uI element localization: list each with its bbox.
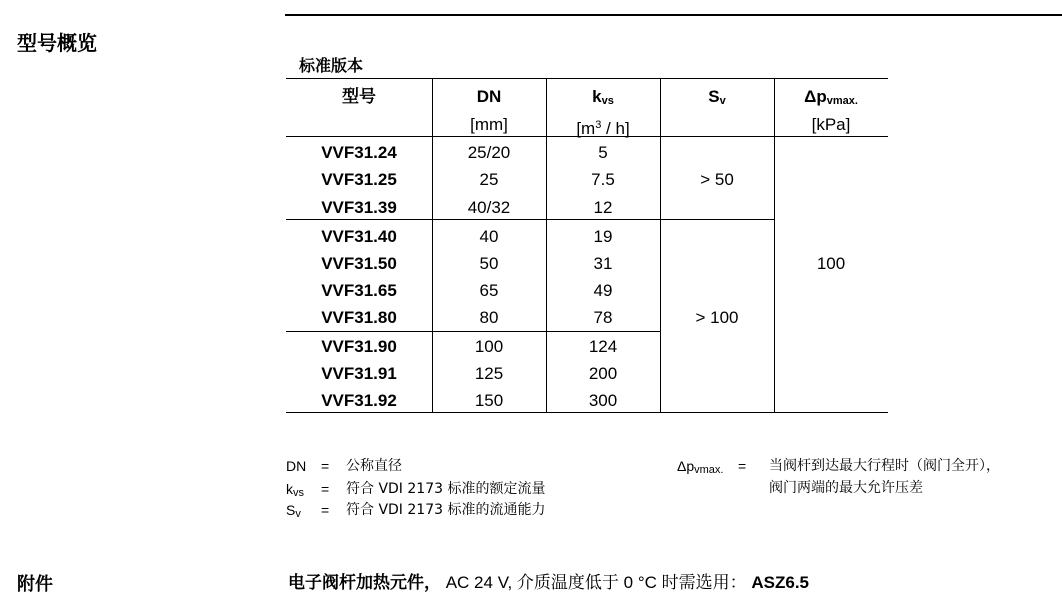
dp-value: 100 bbox=[816, 254, 846, 273]
table-cell-model: VVF31.25 bbox=[321, 170, 397, 189]
table-cell-model: VVF31.50 bbox=[321, 254, 397, 273]
top-rule bbox=[285, 14, 1062, 16]
legend-sv-desc: 符合 VDI 2173 标准的流通能力 bbox=[346, 502, 546, 518]
legend-dn-term: DN bbox=[286, 458, 307, 474]
section-title: 型号概览 bbox=[17, 31, 97, 55]
table-cell-model: VVF31.65 bbox=[321, 281, 397, 300]
legend-equals: = bbox=[321, 481, 330, 497]
header-dn-unit: [mm] bbox=[470, 115, 508, 134]
table-cell-kvs: 31 bbox=[593, 254, 613, 273]
legend-equals: = bbox=[738, 458, 747, 474]
col-rule-3 bbox=[660, 78, 661, 412]
header-kvs: $k_{vs}$ bbox=[592, 87, 614, 107]
table-cell-model: VVF31.90 bbox=[321, 337, 397, 356]
group-rule-1 bbox=[286, 219, 661, 220]
accessories-title: 附件 bbox=[17, 574, 53, 595]
table-cell-kvs: 5 bbox=[598, 143, 608, 162]
accessory-item-desc: AC 24 V, 介质温度低于 0 °C 时需选用： bbox=[441, 573, 747, 592]
table-cell-dn: 100 bbox=[474, 337, 504, 356]
subsection-title: 标准版本 bbox=[299, 56, 364, 75]
legend-kvs-desc: 符合 VDI 2173 标准的额定流量 bbox=[346, 481, 546, 497]
table-cell-dn: 150 bbox=[474, 391, 504, 410]
table-cell-kvs: 78 bbox=[593, 308, 613, 327]
legend-dn-desc: 公称直径 bbox=[346, 458, 402, 474]
legend-equals: = bbox=[321, 458, 330, 474]
accessory-item-code: ASZ6.5 bbox=[751, 573, 809, 592]
table-cell-model: VVF31.80 bbox=[321, 308, 397, 327]
header-kvs-unit: $[m^3 / h]$ bbox=[576, 119, 630, 138]
table-cell-dn: 40/32 bbox=[467, 198, 511, 217]
legend-kvs-term: $k_{vs}$ bbox=[286, 481, 304, 499]
accessory-item-name: 电子阀杆加热元件， bbox=[288, 573, 441, 593]
header-sv: $S_v$ bbox=[708, 87, 726, 107]
sv-group-rule bbox=[660, 219, 775, 220]
legend-dp-desc-line2: 阀门两端的最大允许压差 bbox=[769, 480, 923, 496]
table-cell-kvs: 200 bbox=[588, 364, 618, 383]
table-cell-dn: 65 bbox=[479, 281, 499, 300]
table-cell-kvs: 49 bbox=[593, 281, 613, 300]
table-bottom-rule bbox=[286, 412, 888, 413]
table-cell-kvs: 7.5 bbox=[591, 170, 615, 189]
legend-equals: = bbox=[321, 502, 330, 518]
sv-group-2: > 100 bbox=[695, 308, 739, 327]
legend-dp-desc-line1: 当阀杆到达最大行程时（阀门全开）， bbox=[769, 458, 1000, 474]
sv-group-1: > 50 bbox=[700, 170, 734, 189]
accessory-item bbox=[288, 568, 809, 593]
legend-sv-term: $S_v$ bbox=[286, 502, 301, 520]
table-cell-dn: 80 bbox=[479, 308, 499, 327]
table-cell-kvs: 300 bbox=[588, 391, 618, 410]
table-cell-dn: 40 bbox=[479, 227, 499, 246]
table-cell-model: VVF31.91 bbox=[321, 364, 397, 383]
header-model: 型号 bbox=[342, 87, 376, 107]
table-cell-model: VVF31.39 bbox=[321, 198, 397, 217]
table-cell-kvs: 19 bbox=[593, 227, 613, 246]
table-cell-dn: 50 bbox=[479, 254, 499, 273]
table-cell-model: VVF31.92 bbox=[321, 391, 397, 410]
table-cell-dn: 25 bbox=[479, 170, 499, 189]
header-dp: $\Delta p_{vmax.}$ bbox=[804, 87, 858, 107]
table-cell-model: VVF31.24 bbox=[321, 143, 397, 162]
header-dn: DN bbox=[476, 87, 502, 106]
table-cell-kvs: 12 bbox=[593, 198, 613, 217]
header-dp-unit: [kPa] bbox=[811, 115, 851, 134]
table-cell-model: VVF31.40 bbox=[321, 227, 397, 246]
table-cell-kvs: 124 bbox=[588, 337, 618, 356]
table-top-rule bbox=[286, 78, 888, 79]
legend-dp-term: $\Delta p_{vmax.}$ bbox=[677, 458, 724, 476]
table-cell-dn: 25/20 bbox=[467, 143, 511, 162]
table-cell-dn: 125 bbox=[474, 364, 504, 383]
group-rule-2 bbox=[286, 331, 661, 332]
